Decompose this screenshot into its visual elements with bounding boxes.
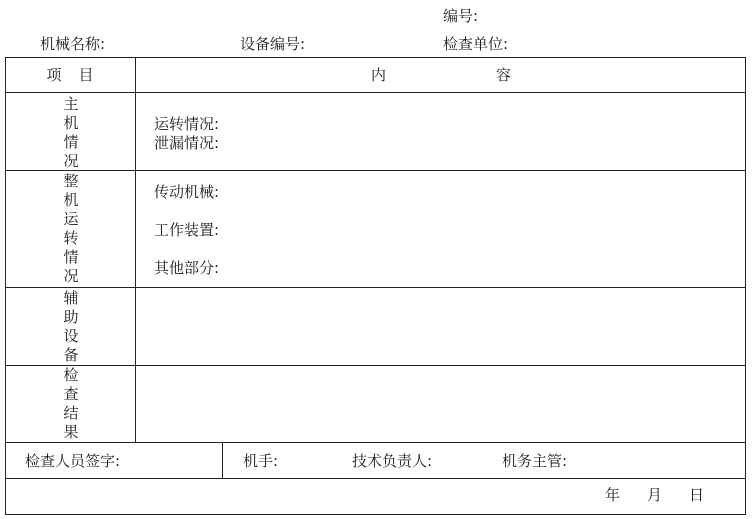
inspection-unit-label: 检查单位: <box>443 35 509 53</box>
equipment-number-label: 设备编号: <box>240 35 306 53</box>
section-label-inspection-result: 检 查 结 果 <box>63 366 79 441</box>
column-divider <box>222 442 223 478</box>
section-label-overall-operation: 整 机 运 转 情 况 <box>63 172 79 285</box>
supervisor-label: 机务主管: <box>502 452 568 470</box>
date-year-label: 年 <box>605 486 621 504</box>
row-divider <box>6 287 745 288</box>
inspection-form-table <box>5 57 746 515</box>
column-header-content-2: 容 <box>496 66 512 84</box>
date-month-label: 月 <box>647 486 663 504</box>
section-label-main-engine: 主 机 情 况 <box>63 95 79 170</box>
row-divider <box>6 92 745 93</box>
column-header-item: 项 目 <box>46 66 95 84</box>
column-header-content-1: 内 <box>371 66 387 84</box>
field-transmission: 传动机械: <box>154 183 220 201</box>
field-other-parts: 其他部分: <box>154 259 220 277</box>
field-working-device: 工作装置: <box>154 221 220 239</box>
section-label-auxiliary-equipment: 辅 助 设 备 <box>63 289 79 364</box>
inspector-signature-label: 检查人员签字: <box>25 452 121 470</box>
row-divider <box>6 442 745 443</box>
document-number-label: 编号: <box>443 7 479 25</box>
date-day-label: 日 <box>689 486 705 504</box>
row-divider <box>6 478 745 479</box>
field-running-status: 运转情况: <box>154 115 220 133</box>
machine-name-label: 机械名称: <box>40 35 106 53</box>
operator-label: 机手: <box>243 452 279 470</box>
field-leakage-status: 泄漏情况: <box>154 134 220 152</box>
tech-lead-label: 技术负责人: <box>352 452 433 470</box>
